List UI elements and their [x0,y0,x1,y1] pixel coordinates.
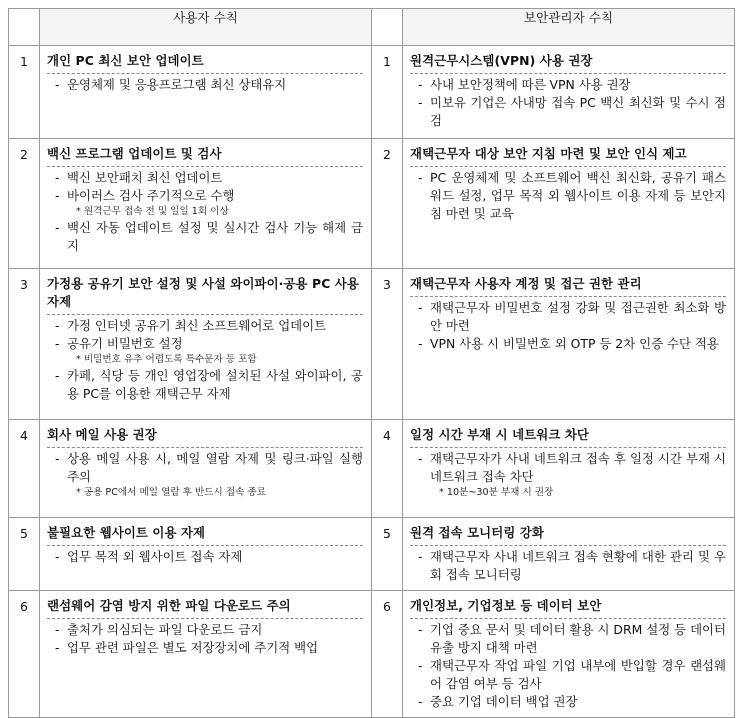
admin-rule-cell [403,591,735,718]
rule-items [47,73,363,94]
rule-item-text: PC 운영체제 및 소프트웨어 백신 최신화, 공유기 패스워드 설정, 업무 목적 외 웹사이트 이용 자제 등 보안지침 마련 및 교육 [430,170,726,221]
rule-item-text: 공유기 비밀번호 설정 [67,336,183,351]
rule-items [47,314,363,403]
table-row [9,518,735,591]
admin-rule-cell [403,420,735,518]
rule-item: - 가정 인터넷 공유기 최신 소프트웨어로 업데이트 [55,318,327,333]
rule-item: - 상용 메일 사용 시, 메일 열람 자제 및 링크·파일 실행 주의 [55,451,363,484]
row-number: 1 [372,46,403,139]
rule-item: - 사내 보안정책에 따른 VPN 사용 권장 [418,77,631,92]
rule-items [410,545,726,584]
row-number: 6 [9,591,40,718]
rule-note: * 비밀번호 유추 어렵도록 특수문자 등 포함 [76,354,257,365]
rule-items [410,73,726,130]
rule-item: - VPN 사용 시 비밀번호 외 OTP 등 2차 인증 수단 적용 [418,336,719,351]
rule-item: - PC 운영체제 및 소프트웨어 백신 최신화, 공유기 패스워드 설정, 업무 목적 외 웹사이트 이용 자제 등 보안지침 마련 및 교육 [418,170,726,221]
rule-items [410,618,726,711]
header-user-rules: 사용자 수칙 [40,9,372,46]
rule-item-text: VPN 사용 시 비밀번호 외 OTP 등 2차 인증 수단 적용 [430,336,719,351]
rule-item: - 운영체제 및 응용프로그램 최신 상태유지 [55,77,287,92]
rule-item-text: 운영체제 및 응용프로그램 최신 상태유지 [67,77,287,92]
rule-item: - 재택근무자 비밀번호 설정 강화 및 접근권한 최소화 방안 마련 [418,300,726,333]
rule-item-text: 사내 보안정책에 따른 VPN 사용 권장 [430,77,631,92]
row-number: 6 [372,591,403,718]
rule-item: - 공유기 비밀번호 설정 [55,336,183,351]
rule-items [47,447,363,500]
rule-item-text: 업무 관련 파일은 별도 저장장치에 주기적 백업 [67,640,319,655]
admin-rule-cell [403,518,735,591]
rule-items [47,618,363,657]
admin-rule-cell [403,46,735,139]
rule-item: - 재택근무자 작업 파일 기업 내부에 반입할 경우 랜섬웨어 감염 여부 등 검사 [418,658,726,691]
rule-item: - 카페, 식당 등 개인 영업장에 설치된 사설 와이파이, 공용 PC를 이용한 재택근무 자제 [55,368,363,401]
user-rule-cell [40,518,372,591]
rule-title: 개인정보, 기업정보 등 데이터 보안 [410,598,602,613]
rule-item: - 백신 자동 업데이트 설정 및 실시간 검사 기능 해제 금지 [55,220,363,253]
rule-title: 가정용 공유기 보안 설정 및 사설 와이파이·공용 PC 사용 자제 [47,276,359,309]
rule-title: 불필요한 웹사이트 이용 자제 [47,525,206,540]
rule-item-text: 바이러스 검사 주기적으로 수행 [67,188,235,203]
rule-items [47,545,363,566]
user-rule-cell [40,269,372,420]
row-number: 5 [9,518,40,591]
admin-rule-cell [403,269,735,420]
row-number: 4 [372,420,403,518]
rule-item: - 업무 목적 외 웹사이트 접속 자제 [55,549,243,564]
admin-rule-cell [403,139,735,269]
rule-title: 랜섬웨어 감염 방지 위한 파일 다운로드 주의 [47,598,291,613]
rule-title: 백신 프로그램 업데이트 및 검사 [47,146,222,161]
user-rule-cell [40,591,372,718]
rule-item: - 미보유 기업은 사내망 접속 PC 백신 최신화 및 수시 점검 [418,95,726,128]
rule-items [47,166,363,255]
row-number: 3 [372,269,403,420]
header-row [9,9,735,46]
header-number-cell-user [9,9,40,46]
rule-title: 재택근무자 대상 보안 지침 마련 및 보안 인식 제고 [410,146,687,161]
user-rule-cell [40,420,372,518]
rule-item-text: 업무 목적 외 웹사이트 접속 자제 [67,549,243,564]
rule-items [410,447,726,500]
row-number: 1 [9,46,40,139]
rule-item-text: 카페, 식당 등 개인 영업장에 설치된 사설 와이파이, 공용 PC를 이용한 재택근무 자제 [67,368,363,401]
rule-item-text: 출처가 의심되는 파일 다운로드 금지 [67,622,263,637]
rule-items [410,296,726,353]
rule-title: 개인 PC 최신 보안 업데이트 [47,53,204,68]
header-number-cell-admin [372,9,403,46]
rule-item: - 기업 중요 문서 및 데이터 활용 시 DRM 설정 등 데이터 유출 방지 대책 마련 [418,622,726,655]
rule-item: - 업무 관련 파일은 별도 저장장치에 주기적 백업 [55,640,319,655]
table-row [9,269,735,420]
rule-item-text: 백신 보안패치 최신 업데이트 [67,170,223,185]
rule-items [410,166,726,223]
row-number: 3 [9,269,40,420]
security-guidelines-table [8,8,735,718]
rule-item: - 바이러스 검사 주기적으로 수행 [55,188,235,203]
rule-note: * 10분~30분 부재 시 권장 [439,487,554,498]
row-number: 2 [372,139,403,269]
rule-title: 일정 시간 부재 시 네트워크 차단 [410,427,589,442]
rule-item: - 출처가 의심되는 파일 다운로드 금지 [55,622,263,637]
row-number: 2 [9,139,40,269]
rule-item-text: 백신 자동 업데이트 설정 및 실시간 검사 기능 해제 금지 [67,220,363,253]
rule-item-text: 미보유 기업은 사내망 접속 PC 백신 최신화 및 수시 점검 [430,95,726,128]
rule-item-text: 재택근무자가 사내 네트워크 접속 후 일정 시간 부재 시 네트워크 접속 차단 [430,451,726,484]
rule-item-text: 중요 기업 데이터 백업 권장 [430,694,578,709]
rule-title: 원격 접속 모니터링 강화 [410,525,544,540]
row-number: 4 [9,420,40,518]
rule-title: 원격근무시스템(VPN) 사용 권장 [410,53,593,68]
table-row [9,420,735,518]
user-rule-cell [40,139,372,269]
rule-title: 회사 메일 사용 권장 [47,427,157,442]
rule-item: - 백신 보안패치 최신 업데이트 [55,170,223,185]
rule-note: * 원격근무 접속 전 및 일일 1회 이상 [76,206,229,217]
rule-note: * 공용 PC에서 메일 열람 후 반드시 접속 종료 [76,487,266,498]
table-row [9,46,735,139]
header-admin-rules: 보안관리자 수칙 [403,9,735,46]
rule-item-text: 상용 메일 사용 시, 메일 열람 자제 및 링크·파일 실행 주의 [67,451,363,484]
table-row [9,139,735,269]
table-row [9,591,735,718]
rule-item-text: 재택근무자 사내 네트워크 접속 현황에 대한 관리 및 우회 접속 모니터링 [430,549,726,582]
rule-title: 재택근무자 사용자 계정 및 접근 권한 관리 [410,276,642,291]
rule-item: - 재택근무자가 사내 네트워크 접속 후 일정 시간 부재 시 네트워크 접속 차단 [418,451,726,484]
rule-item-text: 재택근무자 작업 파일 기업 내부에 반입할 경우 랜섬웨어 감염 여부 등 검사 [430,658,726,691]
row-number: 5 [372,518,403,591]
rule-item-text: 재택근무자 비밀번호 설정 강화 및 접근권한 최소화 방안 마련 [430,300,726,333]
rule-item-text: 기업 중요 문서 및 데이터 활용 시 DRM 설정 등 데이터 유출 방지 대책 마련 [430,622,726,655]
rule-item: - 중요 기업 데이터 백업 권장 [418,694,578,709]
rule-item: - 재택근무자 사내 네트워크 접속 현황에 대한 관리 및 우회 접속 모니터링 [418,549,726,582]
user-rule-cell [40,46,372,139]
rule-item-text: 가정 인터넷 공유기 최신 소프트웨어로 업데이트 [67,318,327,333]
